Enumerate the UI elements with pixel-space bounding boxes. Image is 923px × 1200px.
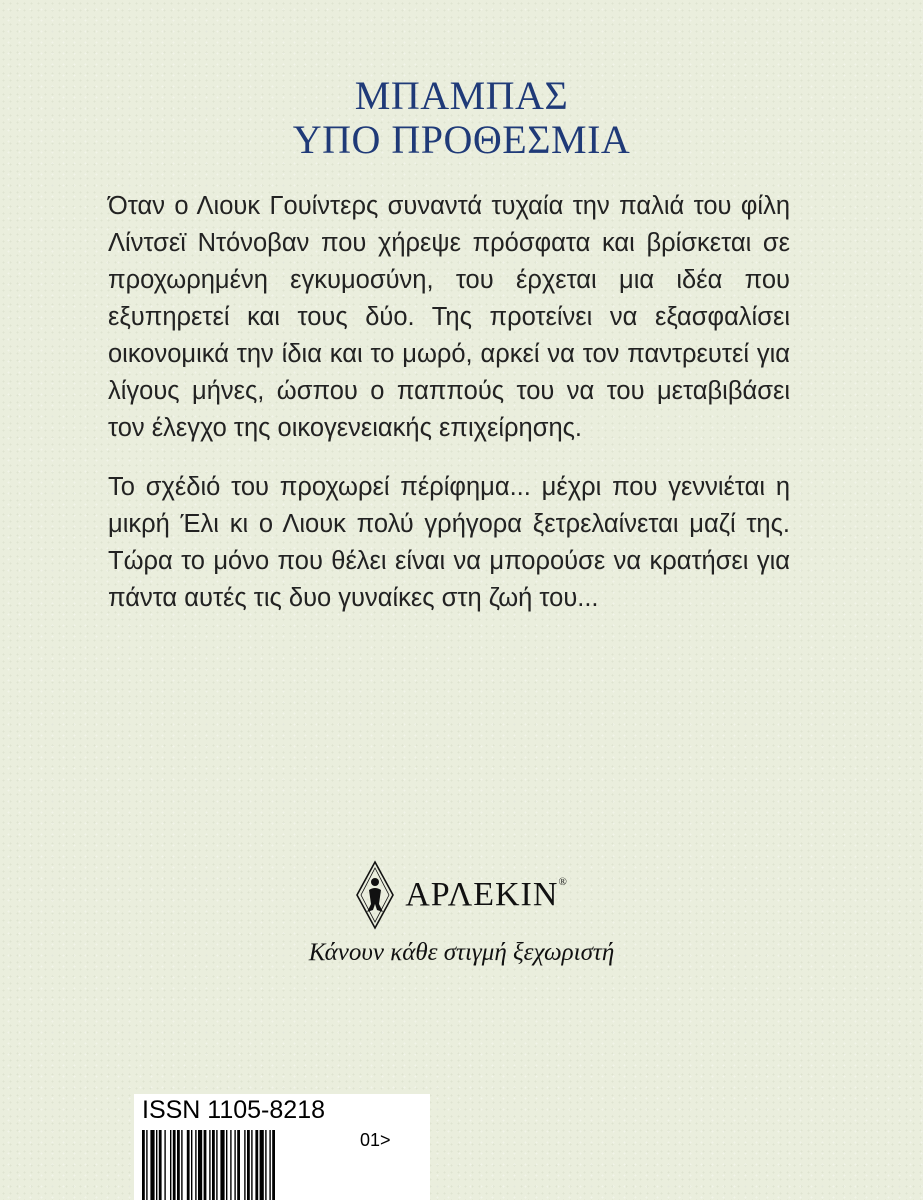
barcode-bar (209, 1130, 210, 1200)
barcode-bar (244, 1130, 245, 1200)
barcode-bars (142, 1130, 357, 1200)
back-cover-blurb (108, 188, 790, 639)
barcode-bar (265, 1130, 266, 1200)
blurb-paragraph-1: Όταν ο Λιουκ Γουίντερς συναντά τυχαία την παλιά του φίλη Λίντσεϊ Ντόνοβαν που χήρεψε πρόσφατα και βρίσκεται σε προχωρημένη εγκυμοσύνη, του έρχεται μια ιδέα που εξυπηρετεί και τους δύο. Της προτείνει να εξασφαλίσει οικονομικά την ίδια και το μωρό, αρκεί να τον παντρευτεί για λίγους μήνες, ώσπου ο παππούς του να του μεταβιβάσει τον έλεγχο της οικογενειακής επιχείρησης. (108, 192, 790, 442)
barcode-bar (181, 1130, 182, 1200)
publisher-slogan: Κάνουν κάθε στιγμή ξεχωριστή (308, 939, 615, 966)
barcode-bar (212, 1130, 215, 1200)
barcode-bar (177, 1130, 180, 1200)
issn-number: ISSN 1105-8218 (142, 1096, 325, 1124)
barcode-area (134, 1094, 430, 1200)
barcode-bar (230, 1130, 231, 1200)
barcode-bar (247, 1130, 250, 1200)
brand-name (405, 876, 568, 914)
barcode-bar (159, 1130, 162, 1200)
barcode-bar (226, 1130, 227, 1200)
barcode-bar (156, 1130, 157, 1200)
barcode-bar (187, 1130, 190, 1200)
barcode-bar (146, 1130, 147, 1200)
barcode-suffix (360, 1130, 391, 1151)
blurb-paragraph-2: Το σχέδιό του προχωρεί πέρίφημα... μέχρι που γεννιέται η μικρή Έλι κι ο Λιουκ πολύ γρήγορα ξετρελαίνεται μαζί της. Τώρα το μόνο που θέλει είναι να μπορούσε να κρατήσει για πάντα αυτές τις δυο γυναίκες στη ζωή του... (108, 473, 790, 612)
publisher-logo (0, 860, 923, 967)
barcode-suffix-digits: 01 (360, 1130, 381, 1150)
barcode-bar (191, 1130, 192, 1200)
barcode-bar (237, 1130, 240, 1200)
brand-text: ΑΡΛΕΚΙΝ (405, 876, 559, 913)
barcode-bar (150, 1130, 154, 1200)
barcode-bar (234, 1130, 235, 1200)
book-title (0, 74, 923, 162)
barcode-bar (173, 1130, 176, 1200)
barcode-bar (216, 1130, 217, 1200)
barcode-bar (260, 1130, 264, 1200)
harlequin-diamond-icon (355, 860, 395, 930)
barcode-bar (269, 1130, 270, 1200)
barcode-bar (220, 1130, 224, 1200)
barcode-bar (251, 1130, 252, 1200)
barcode-bar (272, 1130, 275, 1200)
registered-mark: ® (558, 876, 568, 888)
barcode-bar (195, 1130, 196, 1200)
barcode-arrow: > (380, 1130, 391, 1150)
barcode-bar (198, 1130, 202, 1200)
barcode-bar (204, 1130, 207, 1200)
barcode-bar (164, 1130, 165, 1200)
title-line-1: ΜΠΑΜΠΑΣ (354, 73, 569, 118)
barcode-bar (170, 1130, 171, 1200)
barcode-bar (142, 1130, 145, 1200)
title-line-2: ΥΠΟ ΠΡΟΘΕΣΜΙΑ (292, 117, 631, 162)
barcode-bar (255, 1130, 258, 1200)
